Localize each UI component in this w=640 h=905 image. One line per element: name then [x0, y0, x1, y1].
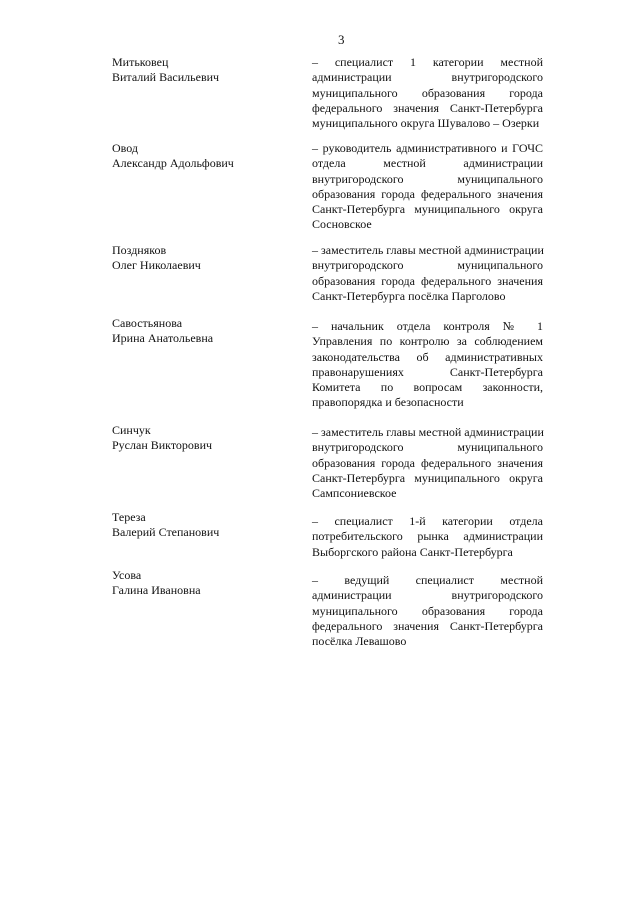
position-description	[312, 55, 543, 131]
position-line: посёлка Левашово	[312, 634, 407, 649]
surname: Синчук	[112, 423, 151, 437]
position-description	[312, 514, 543, 560]
position-line: потребительского рынка администрации	[312, 529, 543, 544]
position-line: – заместитель главы местной администрации	[312, 425, 544, 439]
position-line: – руководитель административного и ГОЧС	[312, 141, 543, 155]
position-line: Выборгского района Санкт-Петербурга	[312, 544, 513, 559]
position-line: образования города федерального значения	[312, 186, 543, 201]
position-line: федерального значения Санкт-Петербурга	[312, 100, 543, 115]
surname: Тереза	[112, 510, 146, 524]
given-names: Ирина Анатольевна	[112, 331, 214, 345]
given-names: Олег Николаевич	[112, 258, 201, 272]
position-line: внутригородского муниципального	[312, 171, 543, 186]
position-line: внутригородского муниципального	[312, 258, 543, 273]
surname: Усова	[112, 568, 142, 582]
position-description	[312, 141, 543, 233]
position-line: муниципального округа Шувалово – Озерки	[312, 116, 540, 131]
person-name	[112, 141, 292, 171]
position-line: – заместитель главы местной администрации	[312, 243, 544, 257]
given-names: Александр Адольфович	[112, 156, 234, 170]
page-number: 3	[338, 32, 345, 47]
position-line: Сампсониевское	[312, 486, 397, 501]
position-description	[312, 573, 543, 649]
given-names: Валерий Степанович	[112, 525, 220, 539]
position-line: законодательства об административных	[312, 349, 543, 364]
person-name	[112, 510, 292, 540]
position-line: правонарушениях Санкт-Петербурга	[312, 364, 543, 379]
surname: Савостьянова	[112, 316, 183, 330]
position-line: – ведущий специалист местной	[312, 573, 543, 587]
position-line: Санкт-Петербурга посёлка Парголово	[312, 288, 506, 303]
person-name	[112, 568, 292, 598]
given-names: Виталий Васильевич	[112, 70, 220, 84]
position-line: администрации внутригородского	[312, 70, 543, 85]
position-line: Санкт-Петербурга муниципального округа	[312, 202, 543, 217]
person-name	[112, 243, 292, 273]
given-names: Руслан Викторович	[112, 438, 213, 452]
position-line: образования города федерального значения	[312, 273, 543, 288]
person-name	[112, 55, 292, 85]
given-names: Галина Ивановна	[112, 583, 201, 597]
position-line: – специалист 1-й категории отдела	[312, 514, 543, 528]
position-description	[312, 425, 543, 501]
position-description	[312, 243, 543, 304]
position-line: федерального значения Санкт-Петербурга	[312, 618, 543, 633]
person-name	[112, 423, 292, 453]
position-line: администрации внутригородского	[312, 588, 543, 603]
position-line: Комитета по вопросам законности,	[312, 380, 543, 395]
position-line: правопорядка и безопасности	[312, 395, 464, 410]
position-line: – специалист 1 категории местной	[312, 55, 543, 69]
position-line: – начальник отдела контроля № 1	[312, 319, 543, 333]
position-line: внутригородского муниципального	[312, 440, 543, 455]
person-name	[112, 316, 292, 346]
position-line: отдела местной администрации	[312, 156, 543, 171]
position-line: Сосновское	[312, 217, 372, 232]
surname: Митьковец	[112, 55, 169, 69]
surname: Поздняков	[112, 243, 167, 257]
position-line: образования города федерального значения	[312, 455, 543, 470]
position-line: Санкт-Петербурга муниципального округа	[312, 470, 543, 485]
position-description	[312, 319, 543, 411]
surname: Овод	[112, 141, 139, 155]
position-line: Управления по контролю за соблюдением	[312, 334, 543, 349]
position-line: муниципального образования города	[312, 85, 543, 100]
position-line: муниципального образования города	[312, 603, 543, 618]
